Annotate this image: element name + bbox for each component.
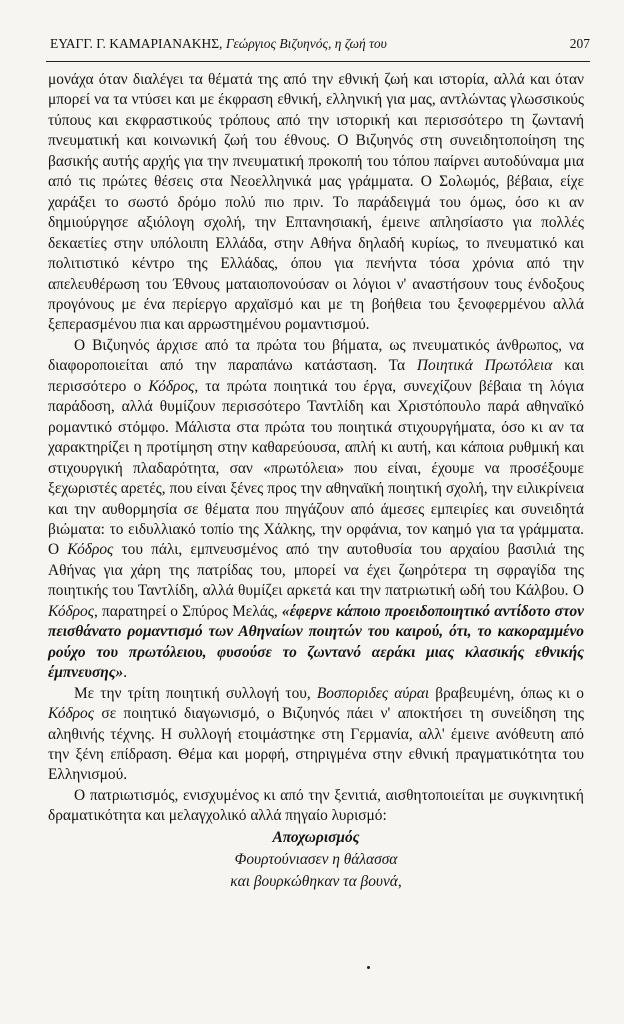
- paragraph-3: [48, 684, 584, 786]
- p3-text-3: σε ποιητικό διαγωνισμό, ο Βιζυηνός πάει ν' αποκτήσει τη συνείδηση της αληθινής τέχνης. Η συλλογή ετοιμάστηκε στη Γερμανία, αλλ' έμεινε ανόθευτη από την ξένη επίδραση. Θέμα και μορφή, στηριγμένα στην εθνική πραγματικότητα του Ελληνισμού.: [48, 705, 584, 784]
- poem-line-1: Φουρτούνιασεν η θάλασσα: [234, 850, 398, 868]
- body-text: [48, 70, 584, 893]
- p2-text-3: , τα πρώτα ποιητικά του έργα, συνεχίζουν βέβαια τη λόγια παράδοση, αλλά θυμίζουν περισσότερο Ταντλίδη και Χριστόπουλο παρά αθηναϊκό ρομαντικό στόμφο. Μάλιστα στα πρώτα του ποιητικά στιχουργήματα, όσο κι αν τα χαρακτηρίζει η προτίμηση στην καθαρεύουσα, απλή κι αυτή, και κάποια ρυθμική και στιχουργική πλαδαρότητα, σαν «πρωτόλεια» που είναι, έχουμε να προσέξουμε ξεχωριστές αρετές, που είναι ξένες προς την αθηναϊκή ποιητική σχολή, την ειλικρίνεια και την αυθορμησία σε θέματα που πηγάζουν από άμεσες εμπειρίες και συνειδητά βιώματα: το ειδυλλιακό τοπίο της Χάλκης, την ορφάνια, τον καημό για τα γράμματα. Ο: [48, 377, 584, 559]
- p2-text-5: , παρατηρεί ο Σπύρος Μελάς,: [94, 602, 282, 620]
- p2-italic-3: Κόδρος: [67, 541, 114, 559]
- p3-text-2: βραβευμένη, όπως κι ο: [429, 684, 585, 702]
- running-header: [50, 34, 590, 54]
- paragraph-1: μονάχα όταν διαλέγει τα θέματά της από την εθνική ζωή και ιστορία, αλλά και όταν μπορεί να τα ντύσει και με έκφραση εθνική, ελληνική για μας, αντλώντας γλωσσικούς τύπους και εκφραστικούς τρόπους από την ιστορική και περισσότερο τη ζωντανή πνευματική και κοινωνική ζωή του έθνους. Ο Βιζυηνός στη συνειδητοποίηση της βασικής αυτής αρχής για την πνευματική προκοπή του τόπου παίρνει αυτοδύναμα μια από τις πρώτες θέσεις στα Νεοελληνικά μας γράμματα. Ο Σολωμός, βέβαια, είχε χαράξει το σωστό δρόμο πολύ πιο πριν. Το παράδειγμά του όμως, όσο κι αν δημιούργησε αξιόλογη σχολή, την Επτανησιακή, έμεινε απλησίαστο για πολλές δεκαετίες στην υπόλοιπη Ελλάδα, στην Αθήνα δηλαδή κυρίως, το πνευματικό και πολιτιστικό κέντρο της Ελλάδας, όπου για πενήντα τόσα χρόνια από την απελευθέρωση του Έθνους ματαιοπονούσαν οι λόγιοι ν' αναστήσουν τους ένδοξους προγόνους με ένα περίεργο αρχαϊσμό και με τη βοήθεια του ξενοφερμένου αλλά ξεπερασμένου πια και αρρωστημένου ρομαντισμού.: [48, 71, 584, 334]
- poem-excerpt: [48, 827, 584, 893]
- paragraph-4: Ο πατριωτισμός, ενισχυμένος κι από την ξενιτιά, αισθητοποιείται με συγκινητική δραματικότητα και μελαγχολικό αλλά πηγαίο λυρισμό:: [48, 786, 584, 825]
- p2-text-2: και περισσότερο ο: [48, 357, 584, 395]
- p2-text-1: Ο Βιζυηνός άρχισε από τα πρώτα του βήματα, ως πνευματικός άνθρωπος, να διαφοροποιείται από την παραπάνω κατάσταση. Τα: [48, 336, 584, 375]
- page-number: 207: [569, 36, 590, 51]
- p3-italic-1: Βοσποριδες αύραι: [316, 684, 430, 702]
- header-rule: [46, 61, 590, 62]
- header-work-title: Γεώργιος Βιζυηνός, η ζωή του: [225, 36, 387, 51]
- header-author-and-work: [50, 34, 387, 54]
- p2-italic-1: Ποιητικά Πρωτόλεια: [416, 357, 553, 375]
- p3-italic-2: Κόδρος: [48, 705, 94, 723]
- p2-italic-2: Κόδρος: [148, 377, 195, 395]
- p3-text-1: Με την τρίτη ποιητική συλλογή του,: [74, 684, 317, 702]
- poem-title: Αποχωρισμός: [272, 828, 360, 846]
- p2-italic-4: Κόδρος: [48, 602, 94, 620]
- paragraph-2: [48, 336, 584, 684]
- p2-quote: «έφερνε κάποιο προειδοποιητικό αντίδοτο στον πεισθάνατο ρομαντισμό των Αθηναίων ποιητών του καιρού, ότι, το κακοραμμένο ρούχο του πρωτόλειου, φυσούσε το ζωντανό αεράκι μιας κλασικής εθνικής έμπνευσης»: [48, 602, 585, 682]
- p2-text-6: .: [123, 664, 128, 682]
- poem-line-2: και βουρκώθηκαν τα βουνά,: [230, 872, 402, 890]
- ink-dot: [367, 966, 370, 969]
- p2-text-4: του πάλι, εμπνευσμένος από την αυτοθυσία του αρχαίου βασιλιά της Αθήνας για χάρη της πατρίδας του, μπορεί να έχει ζωηρότερα τη σφραγίδα της ποιητικής του Ταντλίδη, αλλά θυμίζει αρκετά και την πατριωτική ωδή του Κάλβου. Ο: [48, 541, 584, 600]
- header-author: ΕΥΑΓΓ. Γ. ΚΑΜΑΡΙΑΝΑΚΗΣ,: [50, 36, 223, 51]
